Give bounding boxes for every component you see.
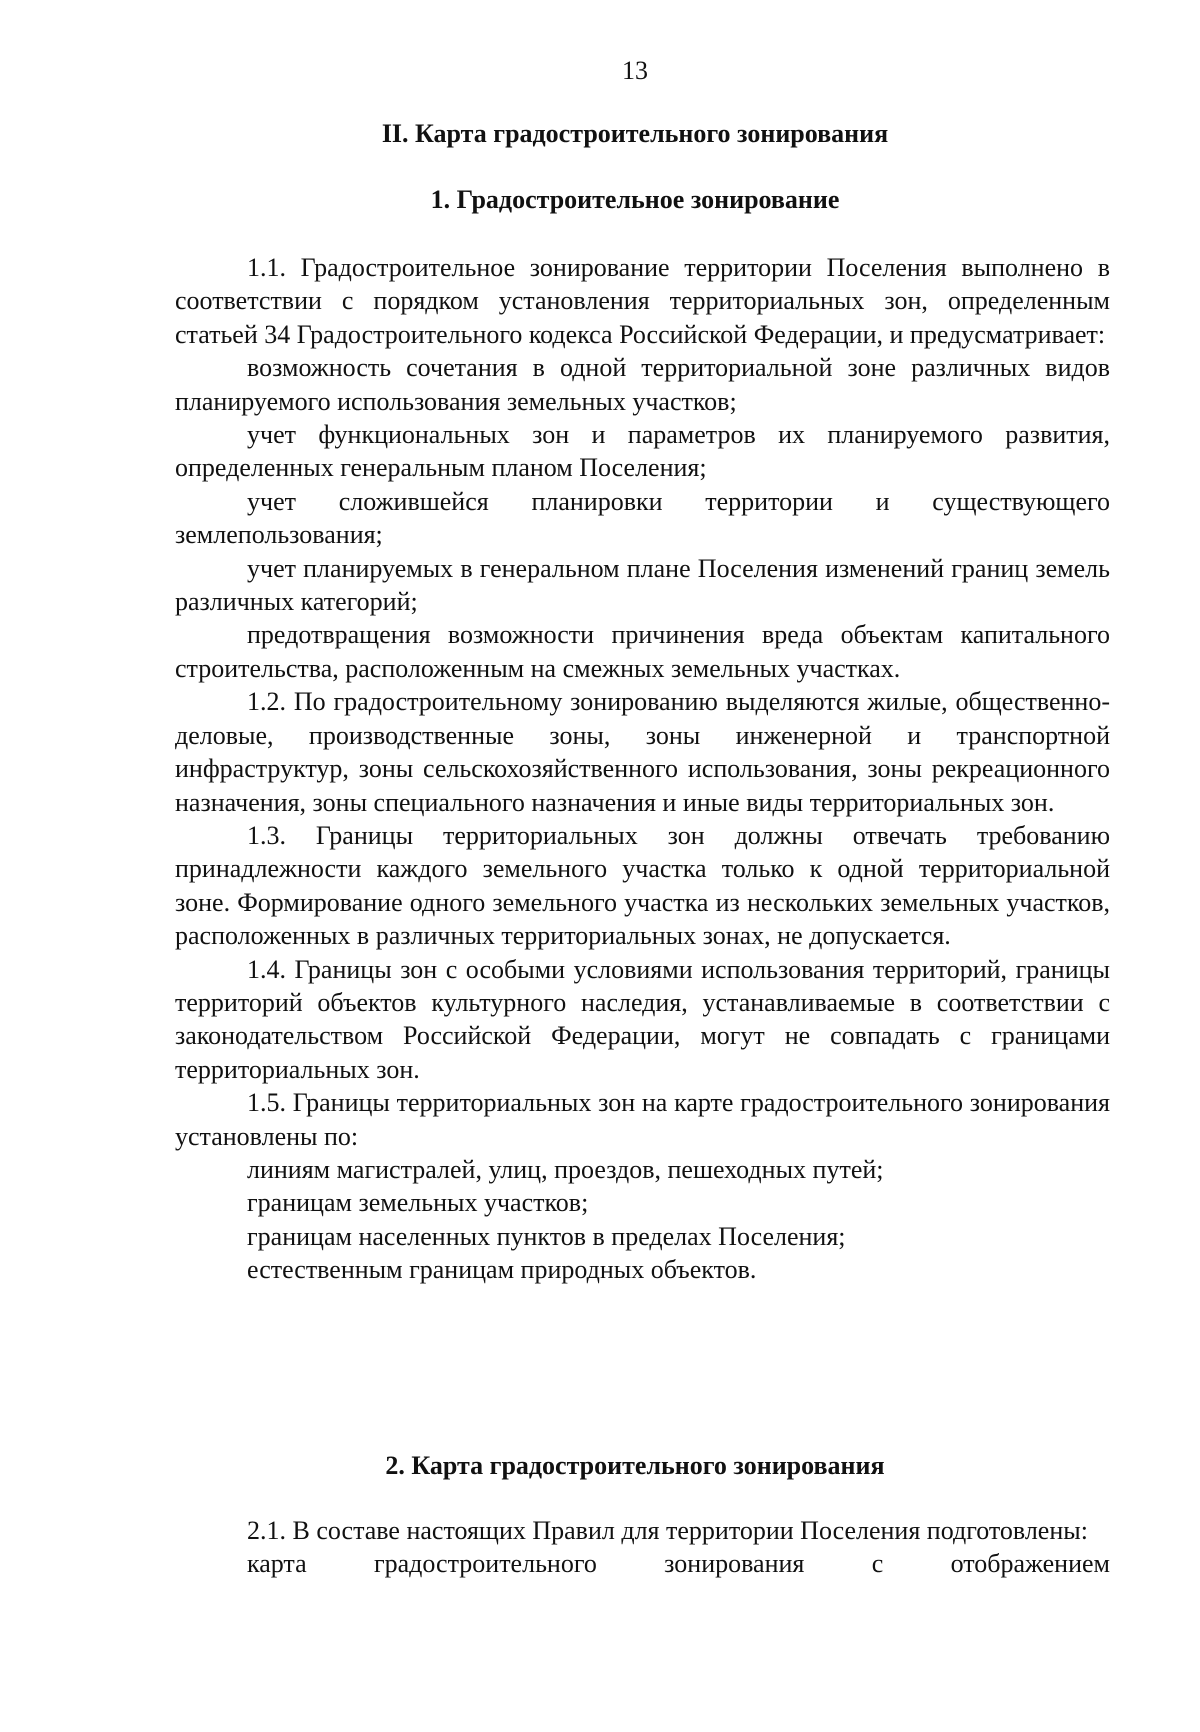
list-item: учет сложившейся планировки территории и существующего землепользования; bbox=[175, 486, 1110, 550]
list-item: учет планируемых в генеральном плане Поселения изменений границ земель различных категорий; bbox=[175, 553, 1110, 617]
subsection-2-body bbox=[175, 1514, 1110, 1581]
list-item: возможность сочетания в одной территориальной зоне различных видов планируемого использования земельных участков; bbox=[175, 353, 1110, 416]
list-item: карта градостроительного зонирования с отображением bbox=[247, 1549, 1110, 1579]
subsection-title-2: 2. Карта градостроительного зонирования bbox=[385, 1451, 885, 1480]
paragraph-1-2: 1.2. По градостроительному зонированию выделяются жилые, общественно-деловые, производственные зоны, зоны инженерной и транспортной инфраструктур, зоны сельскохозяйственного использования, зоны рекреационного назначения, зоны специального назначения и иные виды территориальных зон. bbox=[175, 687, 1110, 817]
paragraph-1-3: 1.3. Границы территориальных зон должны отвечать требованию принадлежности каждого земельного участка только к одной территориальной зоне. Формирование одного земельного участка из нескольких земельных участков, расположенных в различных территориальных зонах, не допускается. bbox=[175, 820, 1110, 951]
page-number: 13 bbox=[622, 56, 648, 85]
subsection-title-1: 1. Градостроительное зонирование bbox=[430, 185, 840, 214]
list-item: естественным границам природных объектов. bbox=[247, 1255, 757, 1285]
list-item: учет функциональных зон и параметров их планируемого развития, определенных генеральным планом Поселения; bbox=[175, 420, 1110, 483]
subsection-1-body bbox=[175, 251, 1110, 1287]
list-item: границам населенных пунктов в пределах Поселения; bbox=[247, 1221, 846, 1251]
section-title: II. Карта градостроительного зонирования bbox=[381, 119, 889, 148]
list-item: границам земельных участков; bbox=[247, 1188, 589, 1218]
list-item: предотвращения возможности причинения вреда объектам капитального строительства, расположенным на смежных земельных участках. bbox=[175, 620, 1110, 683]
paragraph-1-1: 1.1. Градостроительное зонирование территории Поселения выполнено в соответствии с порядком установления территориальных зон, определенным статьей 34 Градостроительного кодекса Российской Федерации, и предусматривает: bbox=[175, 253, 1110, 349]
paragraph-2-1: 2.1. В составе настоящих Правил для территории Поселения подготовлены: bbox=[247, 1516, 1088, 1545]
paragraph-1-4: 1.4. Границы зон с особыми условиями использования территорий, границы территорий объектов культурного наследия, устанавливаемые в соответствии с законодательством Российской Федерации, могут не совпадать с границами территориальных зон. bbox=[175, 954, 1110, 1084]
paragraph-1-5: 1.5. Границы территориальных зон на карте градостроительного зонирования установлены по: bbox=[175, 1088, 1110, 1151]
list-item: линиям магистралей, улиц, проездов, пешеходных путей; bbox=[247, 1154, 884, 1184]
